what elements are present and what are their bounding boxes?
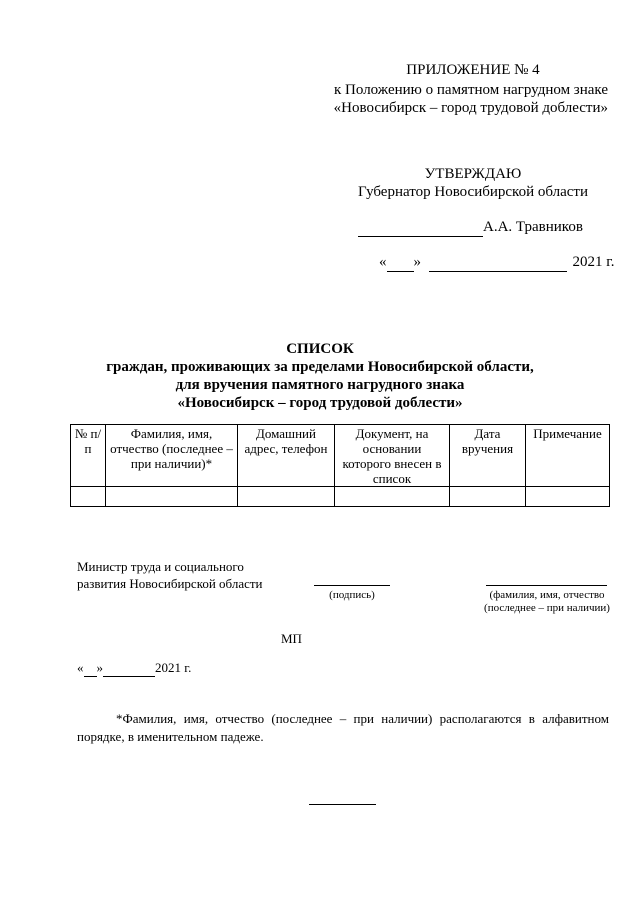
col-full-name: Фамилия, имя, отчество (последнее – при наличии)* — [106, 425, 238, 487]
day-blank — [387, 254, 414, 272]
name-caption-line-1: (фамилия, имя, отчество — [489, 589, 605, 601]
signature-blank — [358, 219, 483, 237]
list-title: СПИСОК — [286, 341, 354, 357]
table-cell[interactable] — [335, 487, 450, 507]
signature-caption: (подпись) — [329, 589, 375, 601]
date-open-quote: « — [379, 254, 387, 270]
appendix-title: ПРИЛОЖЕНИЕ № 4 — [406, 62, 540, 78]
table-row — [71, 487, 610, 507]
date-close-quote: » — [413, 254, 421, 270]
table-cell[interactable] — [450, 487, 526, 507]
appendix-line-1: к Положению о памятном нагрудном знаке — [334, 82, 608, 98]
col-address: Домашний адрес, телефон — [238, 425, 335, 487]
table-cell[interactable] — [71, 487, 106, 507]
governor-name: А.А. Травников — [483, 219, 583, 235]
approval-year: 2021 г. — [572, 254, 615, 270]
list-heading — [0, 340, 640, 412]
month-blank — [429, 254, 567, 272]
appendix-line-2: «Новосибирск – город трудовой доблести» — [333, 100, 608, 116]
sig-date-close-quote: » — [96, 660, 103, 675]
col-document: Документ, на основании которого внесен в список — [335, 425, 450, 487]
sig-date-open-quote: « — [77, 660, 84, 675]
sig-day-blank — [84, 660, 97, 677]
approval-approve: УТВЕРЖДАЮ — [424, 166, 522, 182]
minister-name-line — [486, 585, 607, 586]
list-subtitle-2: для вручения памятного нагрудного знака — [175, 377, 465, 393]
table-header-row — [71, 425, 610, 487]
stamp-place: МП — [281, 631, 302, 646]
list-subtitle-3: «Новосибирск – город трудовой доблести» — [177, 395, 463, 411]
col-number: № п/п — [71, 425, 106, 487]
sig-month-blank — [103, 660, 155, 677]
sig-year: 2021 г. — [155, 660, 192, 675]
col-note: Примечание — [526, 425, 610, 487]
approval-position: Губернатор Новосибирской области — [357, 184, 589, 200]
col-date: Дата вручения — [450, 425, 526, 487]
approval-date-line — [379, 254, 614, 272]
table-cell[interactable] — [106, 487, 238, 507]
table-cell[interactable] — [526, 487, 610, 507]
signature-date — [77, 660, 191, 677]
name-caption-line-2: (последнее – при наличии) — [484, 602, 610, 614]
approval-signature-line — [358, 219, 583, 237]
end-rule — [309, 804, 376, 805]
table-cell[interactable] — [238, 487, 335, 507]
minister-title — [77, 558, 263, 592]
recipients-table — [70, 424, 610, 507]
minister-line-2: развития Новосибирской области — [77, 576, 263, 591]
name-caption — [472, 589, 622, 615]
minister-line-1: Министр труда и социального — [77, 559, 244, 574]
list-subtitle-1: граждан, проживающих за пределами Новосибирской области, — [106, 359, 534, 375]
minister-signature-line — [314, 585, 390, 586]
footnote: *Фамилия, имя, отчество (последнее – при наличии) располагаются в алфавитном порядке, в именительном падеже. — [77, 711, 609, 744]
